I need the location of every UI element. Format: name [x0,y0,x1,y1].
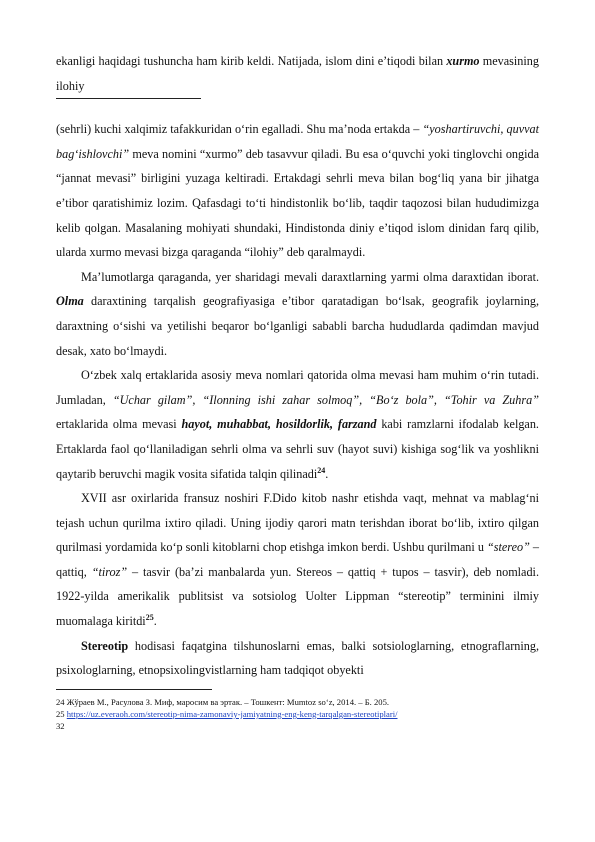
page-number: 32 [56,720,65,731]
term-stereotip: Stereotip [81,638,129,653]
italic-titles: “Uchar gilam”, “Ilonning ishi zahar solmoq”, “Bo‘z bola”, “Tohir va Zuhra” [112,392,539,407]
paragraph-4 [56,486,539,634]
text: – qattiq, [56,540,540,579]
italic-stereo: “stereo” [486,540,530,555]
footnote-ref-25[interactable]: 25 [145,613,154,622]
paragraph-5 [56,634,539,683]
bold-italic-symbols: hayot, muhabbat, hosildorlik, farzand [181,417,377,432]
text: O‘zbek xalq ertaklarida asosiy meva nomlari qatorida olma mevasi ham muhim o‘rin tutadi. Jumladan, [56,368,539,407]
section-rule [56,98,201,99]
italic-tiroz: “tiroz” [91,564,128,579]
text: (sehrli) kuchi xalqimiz tafakkuridan o‘rin egalladi. Shu ma’noda ertakda – [56,122,423,137]
text: XVII asr oxirlarida fransuz noshiri F.Dido kitob nashr etishda vaqt, mehnat va mablag‘ni tejash uchun qurilma ixtiro qiladi. Uning ijodiy qarori matn terishdan iborat bo‘lib, ixtiro qilgan qurilmasi yordamida ko‘p sonli kitoblarni chop etishga imkon berdi. Ushbu qurilmani u [56,491,539,555]
text: meva nomini “xurmo” deb tasavvur qiladi. Bu esa o‘quvchi yoki tinglovchi ongida “jannat mevasi” birligini yuzaga keltiradi. Ertakdagi sehrli meva bilan bog‘liq yana bir jihatga e’tibor qaratishimiz lozim. Qafasdagi to‘ti hindistonlik bo‘lib, taqdir taqozosi bilan hududimizga kelib qolgan. Masalaning mohiyati shundaki, Hindistonda diniy e’tiqod islom dinidan farq qilib, ularda xurmo mevasi bizga qaraganda “ilohiy” deb qaralmaydi. [56,146,539,260]
footnote-ref-24[interactable]: 24 [317,465,326,475]
text: . [325,466,329,481]
footnote-24: 24 Жўраев М., Расулова З. Миф, маросим ва эртак. – Тошкент: Mumtoz so‘z, 2014. – Б. 205. [56,696,390,707]
paragraph-1 [56,117,539,265]
footnote-rule [56,689,212,690]
paragraph-3 [56,363,539,486]
term-olma: Olma [56,294,84,309]
paragraph-2 [56,265,539,363]
paragraph-0 [56,49,539,98]
text: kabi ramzlarni ifodalab kelgan. Ertaklarda faol qo‘llaniladigan sehrli olma va sehrli suv (hayot suvi) kishiga sog‘lik va yoshlikni qaytarib beruvchi magik vosita sifatida talqin qilinadi [56,417,539,481]
text: ertaklarida olma mevasi [56,417,182,432]
italic-quote: “yoshartiruvchi, quvvat bag‘ishlovchi” [56,122,539,161]
text: mevasining ilohiy [56,54,539,93]
footnote-25 [56,708,539,720]
text: . [153,614,157,629]
page-body [56,49,539,732]
text: Ma’lumotlarga qaraganda, yer sharidagi mevali daraxtlarning yarmi olma daraxtidan iborat. [81,269,539,284]
term-xurmo: xurmo [446,54,480,68]
text: ekanligi haqidagi tushuncha ham kirib keldi. Natijada, islom dini e’tiqodi bilan [56,54,447,68]
footnote-number: 25 [56,708,67,719]
text: hodisasi faqatgina tilshunoslarni emas, balki sotsiologlarning, etnograflarning, psixologlarning, etnopsixolingvistlarning ham tadqiqot obyekti [56,638,539,678]
footnote-link[interactable]: https://uz.everaoh.com/stereotip-nima-zamonaviy-jamiyatning-eng-keng-tarqalgan-stereotiplari/ [66,708,398,719]
text: – tasvir (ba’zi manbalarda yun. Stereos – qattiq + tupos – tasvir), deb nomladi. 1922-yilda amerikalik publitsist va sotsiolog Uolter Lippman “stereotip” terminini ilmiy muomalaga kiritdi [56,564,539,629]
text: daraxtining tarqalish geografiyasiga e’tibor qaratadigan bo‘lsak, geografik joylarning, daraxtning o‘sishi va yetilishi beqaror bo‘lganligi sababli barcha hududlarda qadimdan mavjud desak, xato bo‘lmaydi. [56,294,539,358]
